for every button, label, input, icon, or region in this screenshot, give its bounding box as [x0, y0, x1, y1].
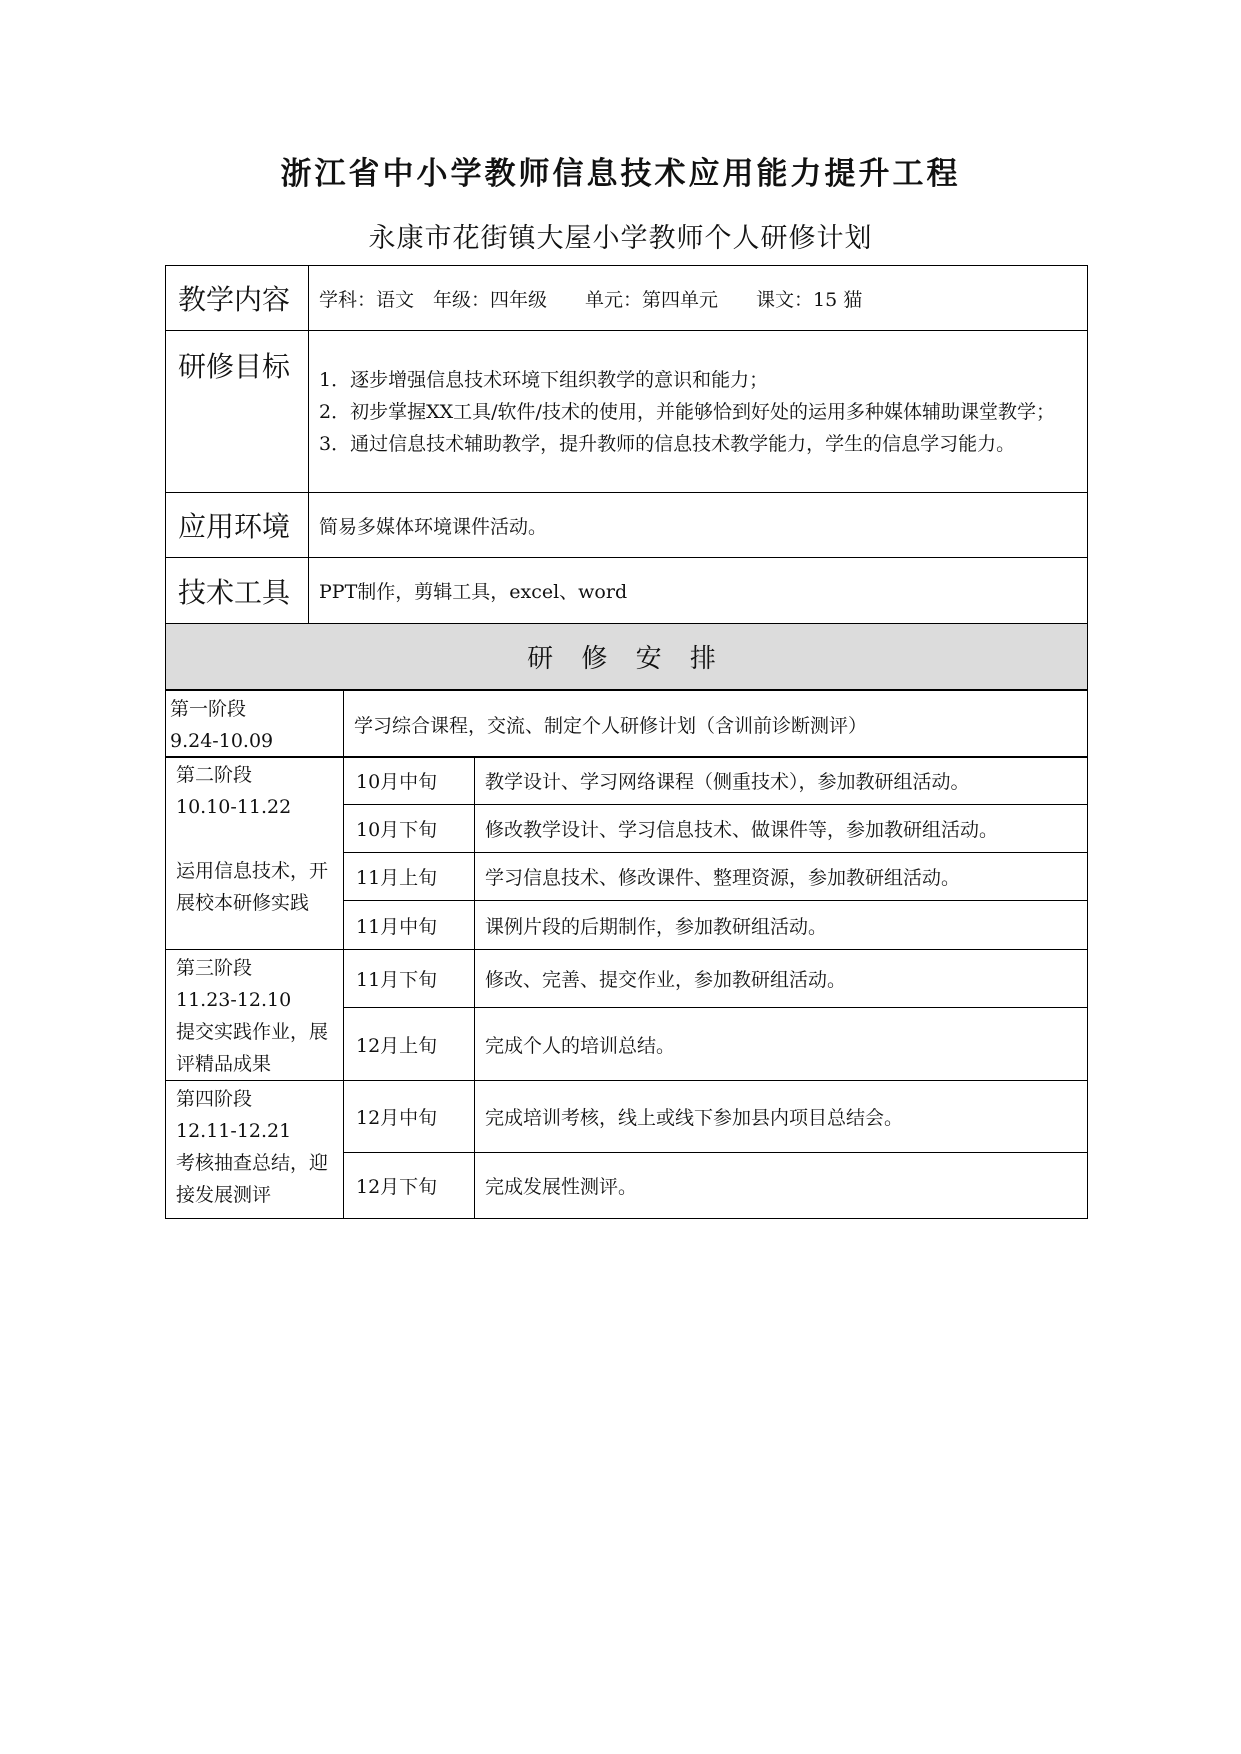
goal-item: 1．逐步增强信息技术环境下组织教学的意识和能力；	[319, 368, 769, 391]
stage1-name: 第一阶段	[170, 698, 247, 720]
stage4-dates: 12.11-12.21	[176, 1120, 292, 1142]
task-cell: 修改、完善、提交作业，参加教研组活动。	[475, 950, 1088, 1008]
stages-table	[165, 756, 1087, 1219]
month-cell: 11月下旬	[344, 950, 475, 1008]
stage3-dates: 11.23-12.10	[176, 989, 292, 1011]
task-cell: 完成发展性测评。	[475, 1153, 1088, 1219]
schedule-banner: 研 修 安 排	[166, 624, 1088, 690]
stage1-cell	[166, 691, 344, 758]
task-cell: 课例片段的后期制作，参加教研组活动。	[475, 901, 1088, 950]
stage3-cell	[166, 950, 344, 1081]
stage3-desc: 提交实践作业，展评精品成果	[176, 1021, 329, 1075]
row-application-env	[166, 493, 1088, 558]
training-goals-label: 研修目标	[166, 331, 309, 493]
application-env-label: 应用环境	[166, 493, 309, 558]
stage4-desc: 考核抽查总结，迎接发展测评	[176, 1152, 329, 1206]
row-training-goals	[166, 331, 1088, 493]
table-row	[166, 757, 1088, 805]
row-schedule-banner	[166, 624, 1088, 690]
month-cell: 10月中旬	[344, 757, 475, 805]
teaching-content-value: 学科：语文 年级：四年级 单元：第四单元 课文：15 猫	[309, 266, 1088, 331]
training-goals-list	[309, 331, 1088, 493]
stage3-name: 第三阶段	[176, 957, 253, 979]
stage2-desc: 运用信息技术，开展校本研修实践	[176, 860, 329, 914]
row-tech-tools	[166, 558, 1088, 624]
stage2-dates: 10.10-11.22	[176, 796, 292, 818]
application-env-value: 简易多媒体环境课件活动。	[309, 493, 1088, 558]
stage4-name: 第四阶段	[176, 1088, 253, 1110]
month-cell: 12月下旬	[344, 1153, 475, 1219]
stage1-row	[166, 691, 1088, 758]
tech-tools-label: 技术工具	[166, 558, 309, 624]
stage1-table	[165, 690, 1087, 758]
document-subtitle: 永康市花街镇大屋小学教师个人研修计划	[368, 223, 873, 254]
stage4-cell	[166, 1081, 344, 1219]
stage2-name: 第二阶段	[176, 764, 253, 786]
task-cell: 完成培训考核，线上或线下参加县内项目总结会。	[475, 1081, 1088, 1153]
stage1-task: 学习综合课程，交流、制定个人研修计划（含训前诊断测评）	[344, 691, 1088, 758]
stage2-cell	[166, 757, 344, 950]
month-cell: 12月中旬	[344, 1081, 475, 1153]
task-cell: 修改教学设计、学习信息技术、做课件等，参加教研组活动。	[475, 805, 1088, 853]
task-cell: 完成个人的培训总结。	[475, 1008, 1088, 1081]
month-cell: 11月中旬	[344, 901, 475, 950]
goal-item: 3．通过信息技术辅助教学，提升教师的信息技术教学能力，学生的信息学习能力。	[319, 432, 1016, 455]
table-row	[166, 950, 1088, 1008]
document-title: 浙江省中小学教师信息技术应用能力提升工程	[280, 156, 961, 192]
month-cell: 10月下旬	[344, 805, 475, 853]
month-cell: 11月上旬	[344, 853, 475, 901]
teaching-content-label: 教学内容	[166, 266, 309, 331]
stage1-dates: 9.24-10.09	[170, 730, 274, 752]
info-table	[165, 265, 1087, 690]
row-teaching-content	[166, 266, 1088, 331]
task-cell: 教学设计、学习网络课程（侧重技术），参加教研组活动。	[475, 757, 1088, 805]
goal-item: 2．初步掌握XX工具/软件/技术的使用，并能够恰到好处的运用多种媒体辅助课堂教学；	[319, 400, 1055, 423]
tech-tools-value: PPT制作，剪辑工具，excel、word	[309, 558, 1088, 624]
month-cell: 12月上旬	[344, 1008, 475, 1081]
table-row	[166, 1081, 1088, 1153]
task-cell: 学习信息技术、修改课件、整理资源，参加教研组活动。	[475, 853, 1088, 901]
